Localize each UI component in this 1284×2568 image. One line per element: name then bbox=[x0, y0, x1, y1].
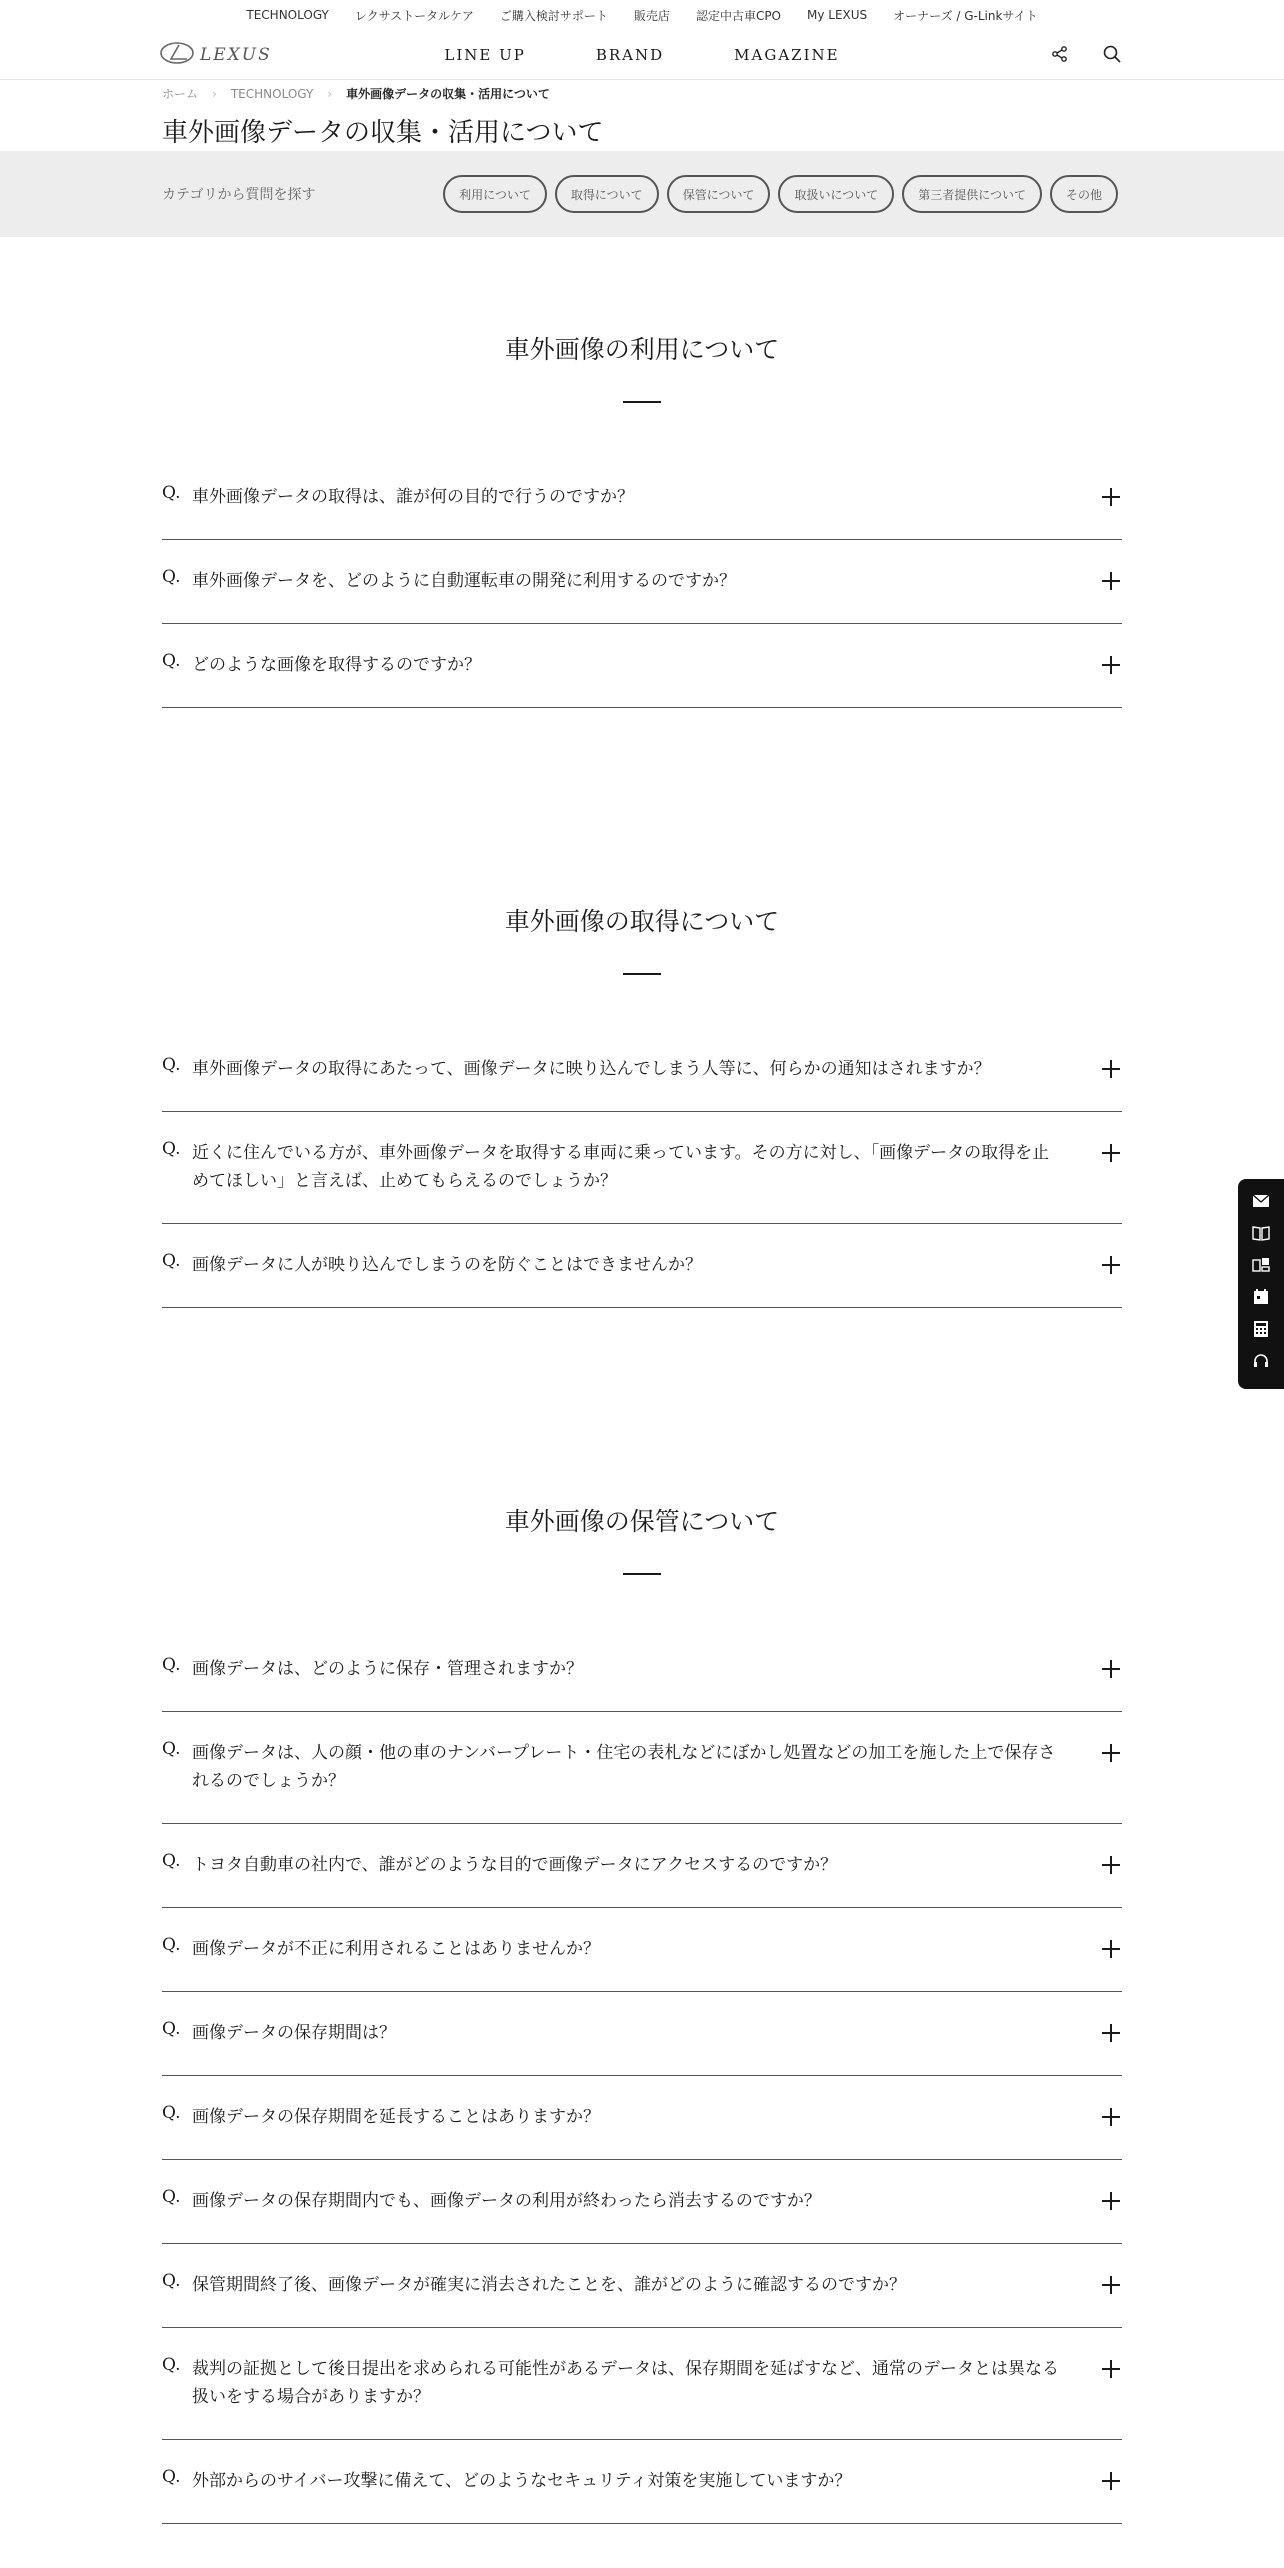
faq-item[interactable] bbox=[162, 2076, 1122, 2160]
main-header bbox=[0, 30, 1284, 80]
q-prefix: Q. bbox=[162, 483, 181, 503]
breadcrumb bbox=[162, 85, 550, 102]
faq-item[interactable] bbox=[162, 1992, 1122, 2076]
utility-link-total-care[interactable]: レクサストータルケア bbox=[354, 8, 474, 23]
utility-link-owners[interactable]: オーナーズ / G-Linkサイト bbox=[893, 8, 1038, 23]
utility-link-technology[interactable]: TECHNOLOGY bbox=[246, 8, 329, 22]
plus-icon[interactable] bbox=[1102, 1940, 1120, 1958]
category-bar bbox=[0, 151, 1284, 237]
category-buttons bbox=[443, 175, 1118, 213]
faq-question: 画像データの保存期間は？ bbox=[192, 2023, 396, 2043]
utility-link-my-lexus[interactable]: My LEXUS bbox=[807, 8, 868, 22]
faq-question: 画像データの保存期間を延長することはありますか？ bbox=[192, 2107, 600, 2127]
faq-question: トヨタ自動車の社内で、誰がどのような目的で画像データにアクセスするのですか？ bbox=[192, 1855, 838, 1875]
breadcrumb-current: 車外画像データの収集・活用について bbox=[346, 87, 550, 101]
plus-icon[interactable] bbox=[1102, 1744, 1120, 1762]
faq-question: 裁判の証拠として後日提出を求められる可能性があるデータは、保存期間を延ばすなど、通常のデータとは異なる扱いをする場合がありますか？ bbox=[192, 2359, 1059, 2407]
plus-icon[interactable] bbox=[1102, 2024, 1120, 2042]
utility-link-dealers[interactable]: 販売店 bbox=[633, 8, 670, 23]
faq-question: 画像データに人が映り込んでしまうのを防ぐことはできませんか？ bbox=[192, 1255, 702, 1275]
page-title: 車外画像データの収集・活用について bbox=[162, 118, 604, 148]
faq-question: どのような画像を取得するのですか？ bbox=[192, 655, 481, 675]
faq-section-usage bbox=[162, 330, 1122, 708]
faq-question: 画像データが不正に利用されることはありませんか？ bbox=[192, 1939, 600, 1959]
plus-icon[interactable] bbox=[1102, 1144, 1120, 1162]
plus-icon[interactable] bbox=[1102, 572, 1120, 590]
logo-text: LEXUS bbox=[200, 45, 272, 65]
q-prefix: Q. bbox=[162, 1055, 181, 1075]
faq-item[interactable] bbox=[162, 2440, 1122, 2524]
nav-magazine[interactable]: MAGAZINE bbox=[734, 46, 840, 64]
plus-icon[interactable] bbox=[1102, 488, 1120, 506]
compare-icon[interactable] bbox=[1251, 1255, 1271, 1275]
faq-item[interactable] bbox=[162, 540, 1122, 624]
category-button-third-party[interactable]: 第三者提供について bbox=[902, 175, 1042, 213]
faq-section-acquisition bbox=[162, 902, 1122, 1308]
plus-icon[interactable] bbox=[1102, 2472, 1120, 2490]
plus-icon[interactable] bbox=[1102, 2108, 1120, 2126]
faq-question: 外部からのサイバー攻撃に備えて、どのようなセキュリティ対策を実施していますか？ bbox=[192, 2471, 852, 2491]
mail-icon[interactable] bbox=[1251, 1191, 1271, 1211]
faq-item[interactable] bbox=[162, 1712, 1122, 1824]
catalog-icon[interactable] bbox=[1251, 1223, 1271, 1243]
share-icon[interactable] bbox=[1048, 42, 1072, 66]
faq-item[interactable] bbox=[162, 1824, 1122, 1908]
lexus-emblem-icon bbox=[160, 42, 194, 68]
faq-item[interactable] bbox=[162, 2328, 1122, 2440]
q-prefix: Q. bbox=[162, 2103, 181, 2123]
breadcrumb-home[interactable]: ホーム bbox=[162, 87, 199, 101]
faq-item[interactable] bbox=[162, 2244, 1122, 2328]
nav-brand[interactable]: BRAND bbox=[595, 46, 665, 64]
faq-question: 車外画像データの取得にあたって、画像データに映り込んでしまう人等に、何らかの通知はされますか？ bbox=[192, 1059, 991, 1079]
category-button-usage[interactable]: 利用について bbox=[443, 175, 547, 213]
chevron-right-icon: › bbox=[327, 86, 333, 101]
plus-icon[interactable] bbox=[1102, 656, 1120, 674]
plus-icon[interactable] bbox=[1102, 1060, 1120, 1078]
category-button-storage[interactable]: 保管について bbox=[667, 175, 771, 213]
section-divider bbox=[623, 1573, 661, 1575]
faq-question: 近くに住んでいる方が、車外画像データを取得する車両に乗っています。その方に対し、「画像データの取得を止めてほしい」と言えば、止めてもらえるのでしょうか？ bbox=[192, 1143, 1050, 1191]
side-toolbar bbox=[1238, 1179, 1284, 1389]
q-prefix: Q. bbox=[162, 2271, 181, 2291]
q-prefix: Q. bbox=[162, 651, 181, 671]
calendar-icon[interactable] bbox=[1251, 1287, 1271, 1307]
q-prefix: Q. bbox=[162, 1935, 181, 1955]
faq-item[interactable] bbox=[162, 624, 1122, 708]
section-divider bbox=[623, 401, 661, 403]
plus-icon[interactable] bbox=[1102, 1256, 1120, 1274]
section-title: 車外画像の保管について bbox=[504, 1507, 780, 1536]
q-prefix: Q. bbox=[162, 1851, 181, 1871]
header-icons bbox=[1048, 42, 1124, 66]
q-prefix: Q. bbox=[162, 567, 181, 587]
q-prefix: Q. bbox=[162, 1739, 181, 1759]
faq-question: 車外画像データを、どのように自動運転車の開発に利用するのですか？ bbox=[192, 571, 736, 591]
nav-lineup[interactable]: LINE UP bbox=[444, 46, 526, 64]
faq-question: 画像データは、人の顔・他の車のナンバープレート・住宅の表札などにぼかし処置などの加工を施した上で保存されるのでしょうか？ bbox=[192, 1743, 1056, 1791]
q-prefix: Q. bbox=[162, 2467, 181, 2487]
q-prefix: Q. bbox=[162, 2019, 181, 2039]
search-icon[interactable] bbox=[1100, 42, 1124, 66]
faq-item[interactable] bbox=[162, 1908, 1122, 1992]
category-button-handling[interactable]: 取扱いについて bbox=[778, 175, 894, 213]
faq-item[interactable] bbox=[162, 2160, 1122, 2244]
lexus-logo[interactable] bbox=[160, 42, 272, 68]
section-divider bbox=[623, 973, 661, 975]
utility-link-purchase-support[interactable]: ご購入検討サポート bbox=[499, 8, 608, 23]
faq-item[interactable] bbox=[162, 1112, 1122, 1224]
faq-question: 車外画像データの取得は、誰が何の目的で行うのですか？ bbox=[192, 487, 634, 507]
utility-link-cpo[interactable]: 認定中古車CPO bbox=[695, 8, 781, 23]
category-button-other[interactable]: その他 bbox=[1050, 175, 1118, 213]
plus-icon[interactable] bbox=[1102, 1660, 1120, 1678]
utility-nav bbox=[0, 0, 1284, 30]
calculator-icon[interactable] bbox=[1251, 1319, 1271, 1339]
section-title: 車外画像の取得について bbox=[504, 907, 780, 936]
chevron-right-icon: › bbox=[212, 86, 217, 101]
faq-item[interactable] bbox=[162, 1224, 1122, 1308]
faq-item[interactable] bbox=[162, 1027, 1122, 1112]
faq-item[interactable] bbox=[162, 455, 1122, 540]
faq-item[interactable] bbox=[162, 1627, 1122, 1712]
faq-question: 画像データの保存期間内でも、画像データの利用が終わったら消去するのですか？ bbox=[192, 2191, 821, 2211]
q-prefix: Q. bbox=[162, 2187, 181, 2207]
plus-icon[interactable] bbox=[1102, 2192, 1120, 2210]
q-prefix: Q. bbox=[162, 1655, 181, 1675]
plus-icon[interactable] bbox=[1102, 2276, 1120, 2294]
q-prefix: Q. bbox=[162, 1139, 181, 1159]
section-title: 車外画像の利用について bbox=[504, 335, 780, 364]
faq-question: 画像データは、どのように保存・管理されますか？ bbox=[192, 1659, 583, 1679]
q-prefix: Q. bbox=[162, 2355, 181, 2375]
plus-icon[interactable] bbox=[1102, 2360, 1120, 2378]
breadcrumb-technology[interactable]: TECHNOLOGY bbox=[230, 86, 314, 101]
headset-icon[interactable] bbox=[1251, 1351, 1271, 1371]
category-button-acquisition[interactable]: 取得について bbox=[555, 175, 659, 213]
q-prefix: Q. bbox=[162, 1251, 181, 1271]
faq-question: 保管期間終了後、画像データが確実に消去されたことを、誰がどのように確認するのですか？ bbox=[192, 2275, 906, 2295]
category-label: カテゴリから質問を探す bbox=[162, 187, 316, 203]
plus-icon[interactable] bbox=[1102, 1856, 1120, 1874]
faq-section-storage bbox=[162, 1502, 1122, 2524]
